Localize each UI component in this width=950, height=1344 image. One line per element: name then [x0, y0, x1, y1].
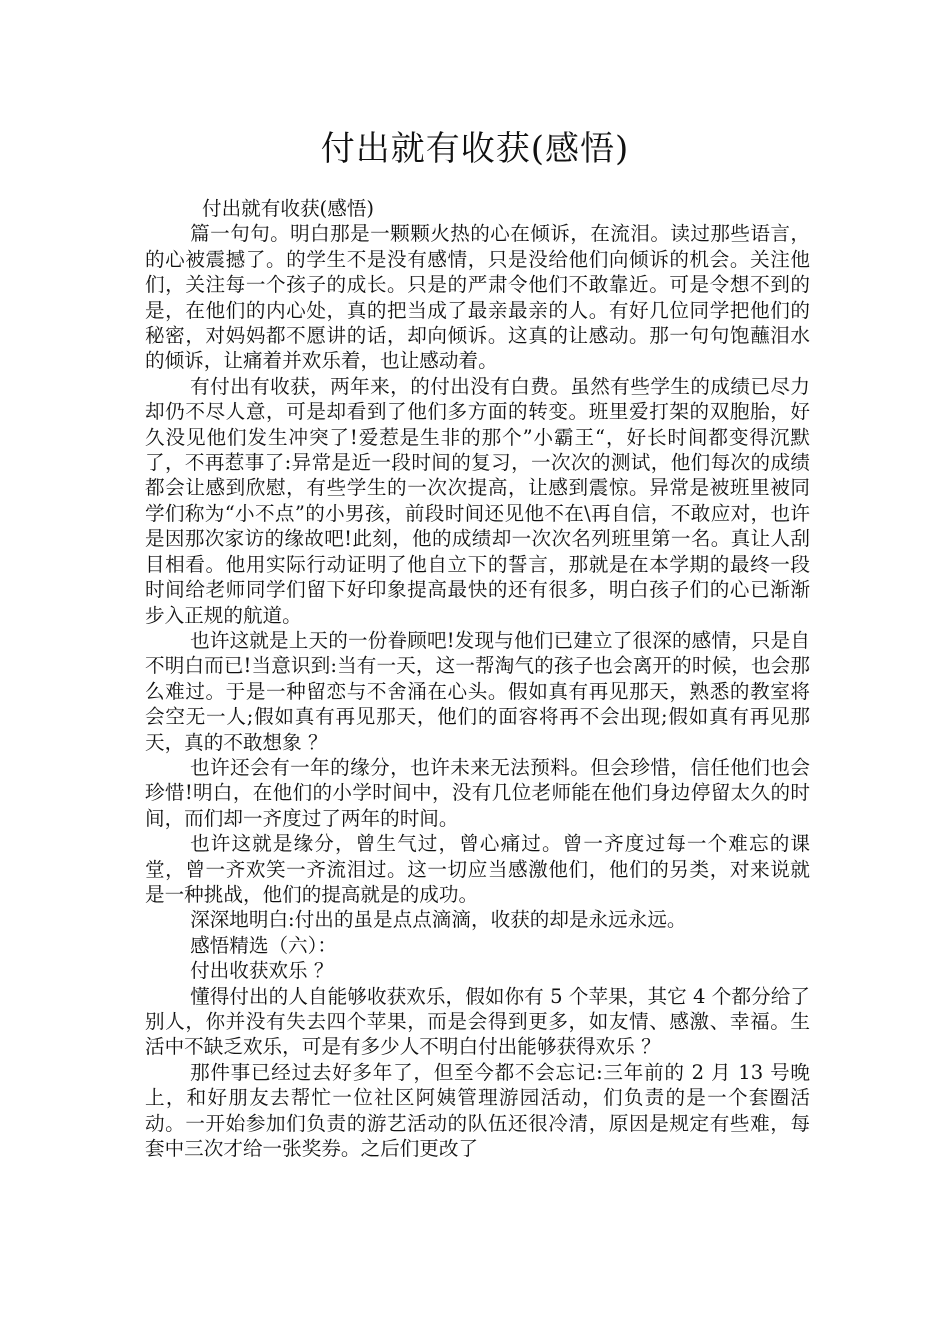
paragraph: 也许这就是缘分，曾生气过，曾心痛过。曾一齐度过每一个难忘的课堂，曾一齐欢笑一齐流泪过。这一切应当感激他们，他们的另类，对来说就是一种挑战，他们的提高就是的成功。	[145, 832, 810, 906]
section-subheading: 付出收获欢乐 ？	[190, 959, 334, 983]
paragraph: 那件事已经过去好多年了，但至今都不会忘记:三年前的 2 月 13 号晚上，和好朋友去帮忙一位社区阿姨管理游园活动，们负责的是一个套圈活动。一开始参加们负责的游艺活动的队伍还很冷清，原因是规定有些难，每套中三次才给一张奖券。之后们更改了	[145, 1060, 810, 1161]
document-body	[145, 196, 810, 1161]
paragraph: 有付出有收获，两年来，的付出没有白费。虽然有些学生的成绩已尽力却仍不尽人意，可是却看到了他们多方面的转变。班里爱打架的双胞胎，好久没见他们发生冲突了!爱惹是生非的那个”小霸王“，好长时间都变得沉默了，不再惹事了:异常是近一段时间的复习，一次次的测试，他们每次的成绩都会让感到欣慰，有些学生的一次次提高，让感到震惊。异常是被班里被同学们称为“小不点”的小男孩，前段时间还见他不在\再自信，不敢应对，也许是因那次家访的缘故吧!此刻，他的成绩却一次次名列班里第一名。真让人刮目相看。他用实际行动证明了他自立下的誓言，那就是在本学期的最终一段时间给老师同学们留下好印象提高最快的还有很多，明白孩子们的心已渐渐步入正规的航道。	[145, 374, 810, 627]
document-title: 付出就有收获(感悟)	[320, 129, 630, 169]
document-subtitle: 付出就有收获(感悟)	[202, 197, 375, 220]
paragraph: 懂得付出的人自能够收获欢乐，假如你有 5 个苹果，其它 4 个都分给了别人，你并没有失去四个苹果，而是会得到更多，如友情、感激、幸福。生活中不缺乏欢乐，可是有多少人不明白付出能够获得欢乐 ？	[145, 984, 810, 1059]
section-heading: 感悟精选（六）：	[190, 933, 338, 957]
paragraph: 篇一句句。明白那是一颗颗火热的心在倾诉，在流泪。读过那些语言，的心被震撼了。的学生不是没有感情，只是没给他们向倾诉的机会。关注他们，关注每一个孩子的成长。只是的严肃令他们不敢靠近。可是令想不到的是，在他们的内心处，真的把当成了最亲最亲的人。有好几位同学把他们的秘密，对妈妈都不愿讲的话，却向倾诉。这真的让感动。那一句句饱蘸泪水的倾诉，让痛着并欢乐着，也让感动着。	[145, 222, 810, 373]
paragraph: 也许还会有一年的缘分，也许未来无法预料。但会珍惜，信任他们也会珍惜!明白，在他们的小学时间中，没有几位老师能在他们身边停留太久的时间，而们却一齐度过了两年的时间。	[145, 755, 810, 830]
paragraph: 也许这就是上天的一份眷顾吧!发现与他们已建立了很深的感情，只是自不明白而已!当意识到:当有一天，这一帮淘气的孩子也会离开的时候，也会那么难过。于是一种留恋与不舍涌在心头。假如真有再见那天，熟悉的教室将会空无一人;假如真有再见那天，他们的面容将再不会出现;假如真有再见那天，真的不敢想象 ？	[145, 628, 810, 754]
paragraph: 深深地明白:付出的虽是点点滴滴，收获的却是永远永远。	[190, 908, 687, 932]
